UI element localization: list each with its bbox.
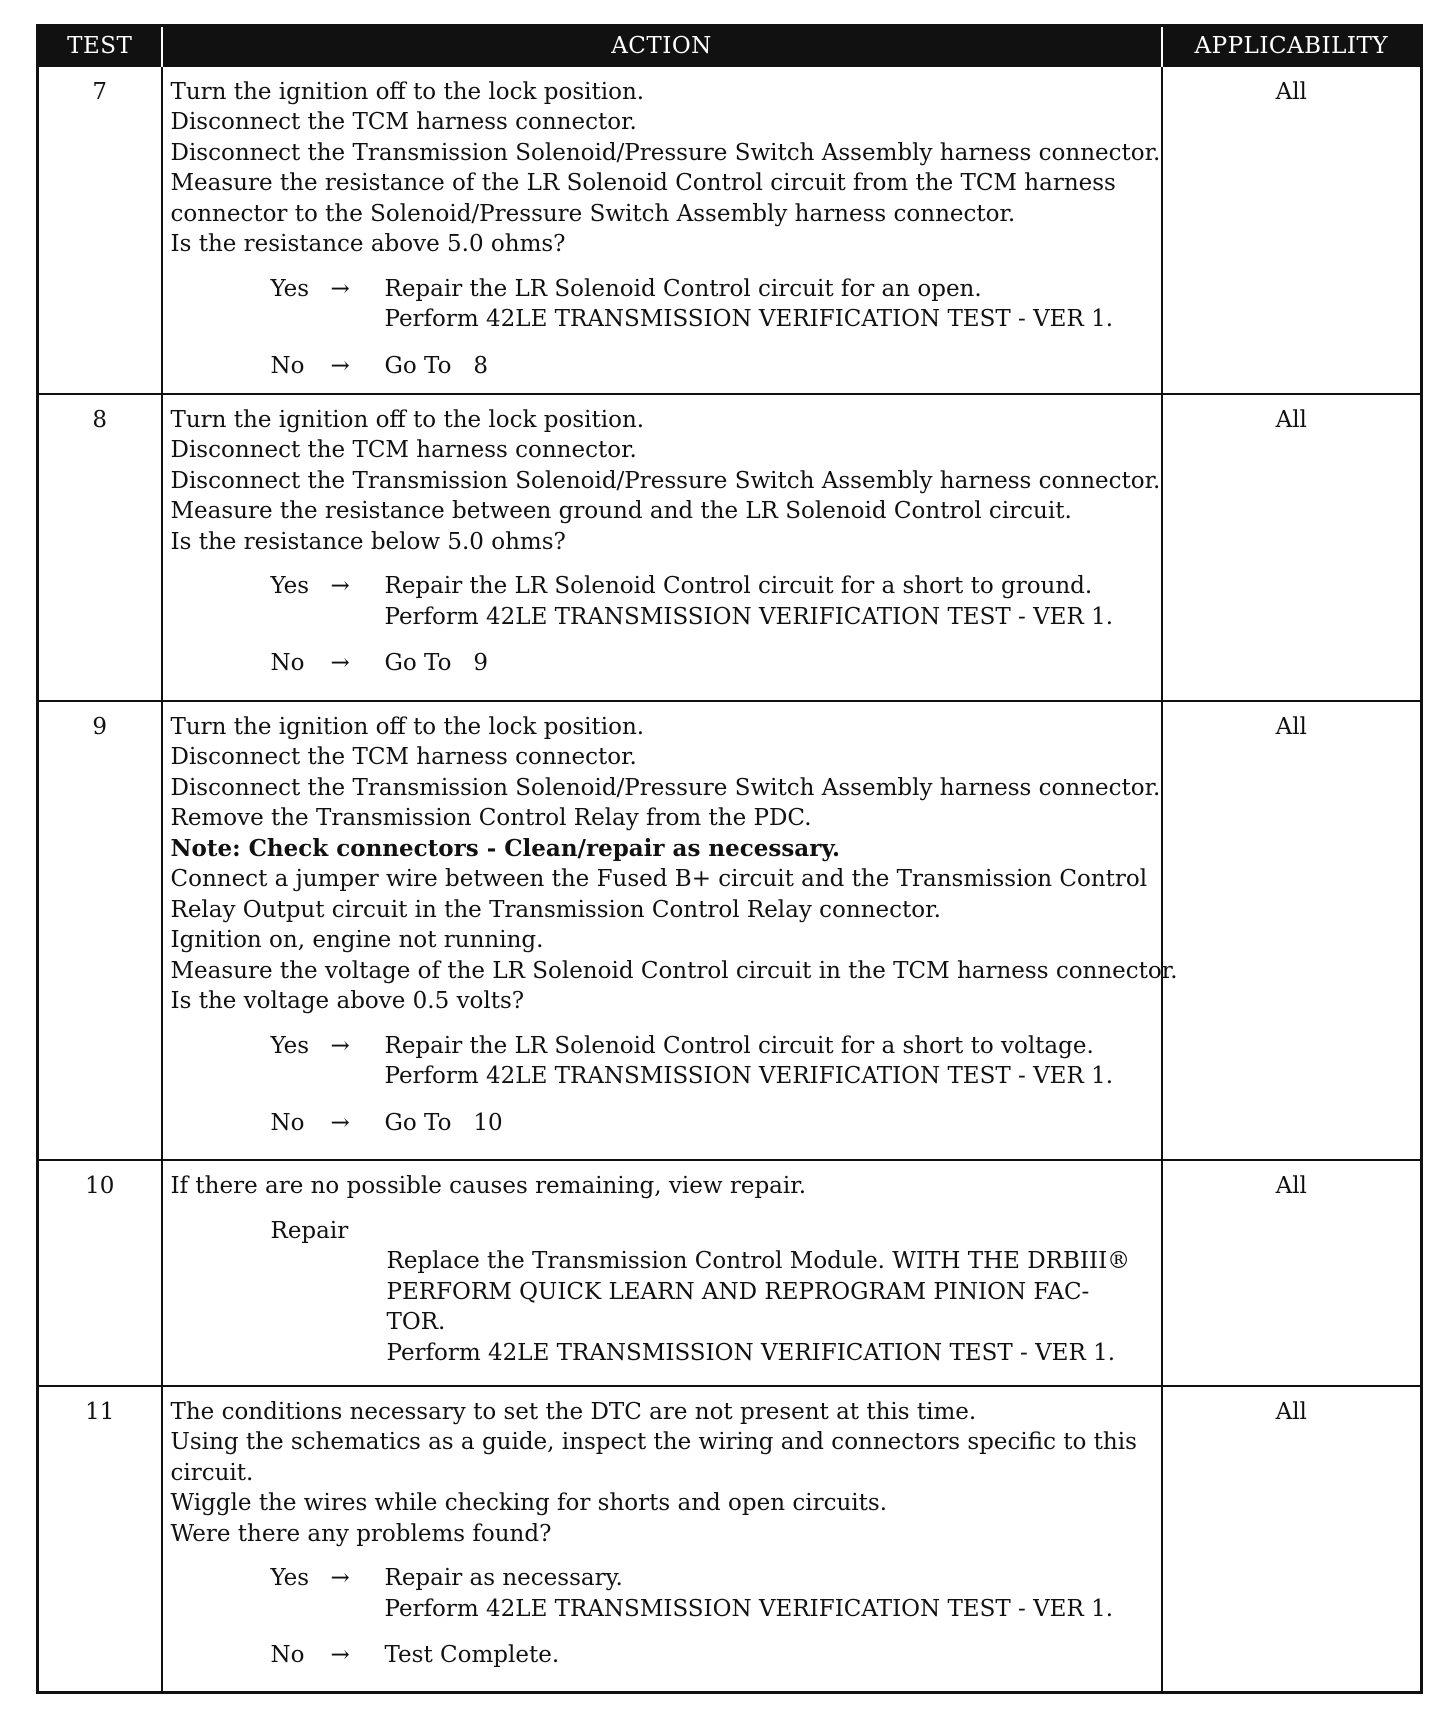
test-number: 7 [38,66,162,394]
applicability-value: All [1162,701,1422,1161]
repair-line: Replace the Transmission Control Module. WITH THE DRBIII® [386,1248,1131,1275]
action-cell [162,701,1178,1161]
action-line: Ignition on, engine not running. [170,927,544,954]
outcome-line: Repair the LR Solenoid Control circuit for a short to ground. [384,573,1093,600]
no-label: No [270,650,305,677]
action-line: Wiggle the wires while checking for shorts and open circuits. [170,1490,888,1517]
test-row-7 [38,66,1422,394]
yes-outcome [171,1563,1153,1624]
yes-label: Yes [270,275,310,302]
action-line: Is the resistance above 5.0 ohms? [170,231,566,257]
repair-line: PERFORM QUICK LEARN AND REPROGRAM PINION FAC- [386,1278,1090,1305]
no-label: No [270,1642,305,1669]
yes-label: Yes [270,1565,310,1592]
test-number: 11 [38,1386,162,1693]
action-line: The conditions necessary to set the DTC are not present at this time. [170,1398,977,1425]
arrow-right-icon: → [330,1565,350,1592]
test-number: 10 [38,1160,162,1385]
test-row-10 [38,1160,1422,1385]
header-action: ACTION [162,26,1162,66]
test-number: 9 [38,701,162,1161]
yes-label: Yes [270,573,310,600]
header-applicability: APPLICABILITY [1162,26,1422,66]
no-outcome [171,351,1153,382]
action-line: Turn the ignition off to the lock position. [170,406,645,433]
no-outcome [171,1108,1153,1139]
table-header-row [38,26,1422,66]
action-line: Disconnect the Transmission Solenoid/Pressure Switch Assembly harness connector. [170,139,1161,166]
test-row-9 [38,701,1422,1161]
action-line: Disconnect the Transmission Solenoid/Pressure Switch Assembly harness connector. [170,774,1161,801]
arrow-right-icon: → [330,573,350,600]
arrow-right-icon: → [330,1032,350,1059]
action-line: connector to the Solenoid/Pressure Switch Assembly harness connector. [170,200,1016,227]
yes-outcome [171,274,1153,335]
goto-text: Go To 9 [384,650,488,677]
action-line: Is the resistance below 5.0 ohms? [170,528,566,555]
goto-text: Go To 8 [384,352,488,379]
outcome-line: Repair as necessary. [384,1565,623,1592]
repair-line: Perform 42LE TRANSMISSION VERIFICATION TEST - VER 1. [386,1339,1116,1366]
action-line: Is the voltage above 0.5 volts? [170,988,525,1015]
action-line: Disconnect the TCM harness connector. [170,109,637,135]
test-row-8 [38,394,1422,701]
action-cell [162,66,1162,394]
action-line: circuit. [170,1459,254,1486]
repair-label: Repair [270,1217,349,1244]
result-text: Test Complete. [384,1642,560,1669]
repair-line: TOR. [386,1309,446,1336]
action-line: Turn the ignition off to the lock position. [170,78,645,105]
applicability-value: All [1162,1386,1422,1693]
arrow-right-icon: → [330,352,350,379]
action-line: Remove the Transmission Control Relay from the PDC. [170,805,812,832]
action-line: Connect a jumper wire between the Fused B+ circuit and the Transmission Control [170,866,1148,893]
arrow-right-icon: → [330,275,350,302]
action-line: Were there any problems found? [170,1520,552,1547]
test-number: 8 [38,394,162,701]
action-line: Using the schematics as a guide, inspect the wiring and connectors specific to this [170,1429,1137,1456]
action-line: Disconnect the TCM harness connector. [170,437,637,464]
no-outcome [171,1640,1153,1671]
yes-label: Yes [270,1032,310,1059]
action-line: Disconnect the TCM harness connector. [170,744,637,771]
test-row-11 [38,1386,1422,1693]
outcome-line: Perform 42LE TRANSMISSION VERIFICATION TEST - VER 1. [384,306,1114,332]
applicability-value: All [1162,66,1422,394]
no-label: No [270,352,305,379]
yes-outcome [171,571,1153,632]
note-line: Note: Check connectors - Clean/repair as necessary. [170,834,841,862]
action-line: Measure the voltage of the LR Solenoid Control circuit in the TCM harness connector. [170,957,1178,984]
action-line: Measure the resistance between ground and the LR Solenoid Control circuit. [170,498,1072,525]
action-line: If there are no possible causes remaining, view repair. [170,1173,807,1200]
outcome-line: Perform 42LE TRANSMISSION VERIFICATION TEST - VER 1. [384,1595,1114,1622]
outcome-line: Repair the LR Solenoid Control circuit for a short to voltage. [384,1032,1094,1059]
action-cell [162,394,1162,701]
repair-body [387,1246,1153,1368]
action-line: Turn the ignition off to the lock position. [170,713,645,740]
action-line: Measure the resistance of the LR Solenoid Control circuit from the TCM harness [170,170,1116,196]
arrow-right-icon: → [330,1642,350,1669]
arrow-right-icon: → [330,1109,350,1136]
action-line: Disconnect the Transmission Solenoid/Pressure Switch Assembly harness connector. [170,467,1161,494]
yes-outcome [171,1031,1153,1092]
outcome-line: Perform 42LE TRANSMISSION VERIFICATION TEST - VER 1. [384,603,1114,630]
goto-text: Go To 10 [384,1109,503,1136]
outcome-line: Repair the LR Solenoid Control circuit for an open. [384,275,982,302]
applicability-value: All [1162,394,1422,701]
action-cell [162,1160,1162,1385]
diagnostic-test-table [36,24,1423,1694]
no-outcome [171,648,1153,679]
no-label: No [270,1109,305,1136]
applicability-value: All [1162,1160,1422,1385]
outcome-line: Perform 42LE TRANSMISSION VERIFICATION TEST - VER 1. [384,1063,1114,1090]
action-line: Relay Output circuit in the Transmission Control Relay connector. [170,896,941,923]
header-test: TEST [67,32,133,59]
arrow-right-icon: → [330,650,350,677]
action-cell [162,1386,1162,1693]
